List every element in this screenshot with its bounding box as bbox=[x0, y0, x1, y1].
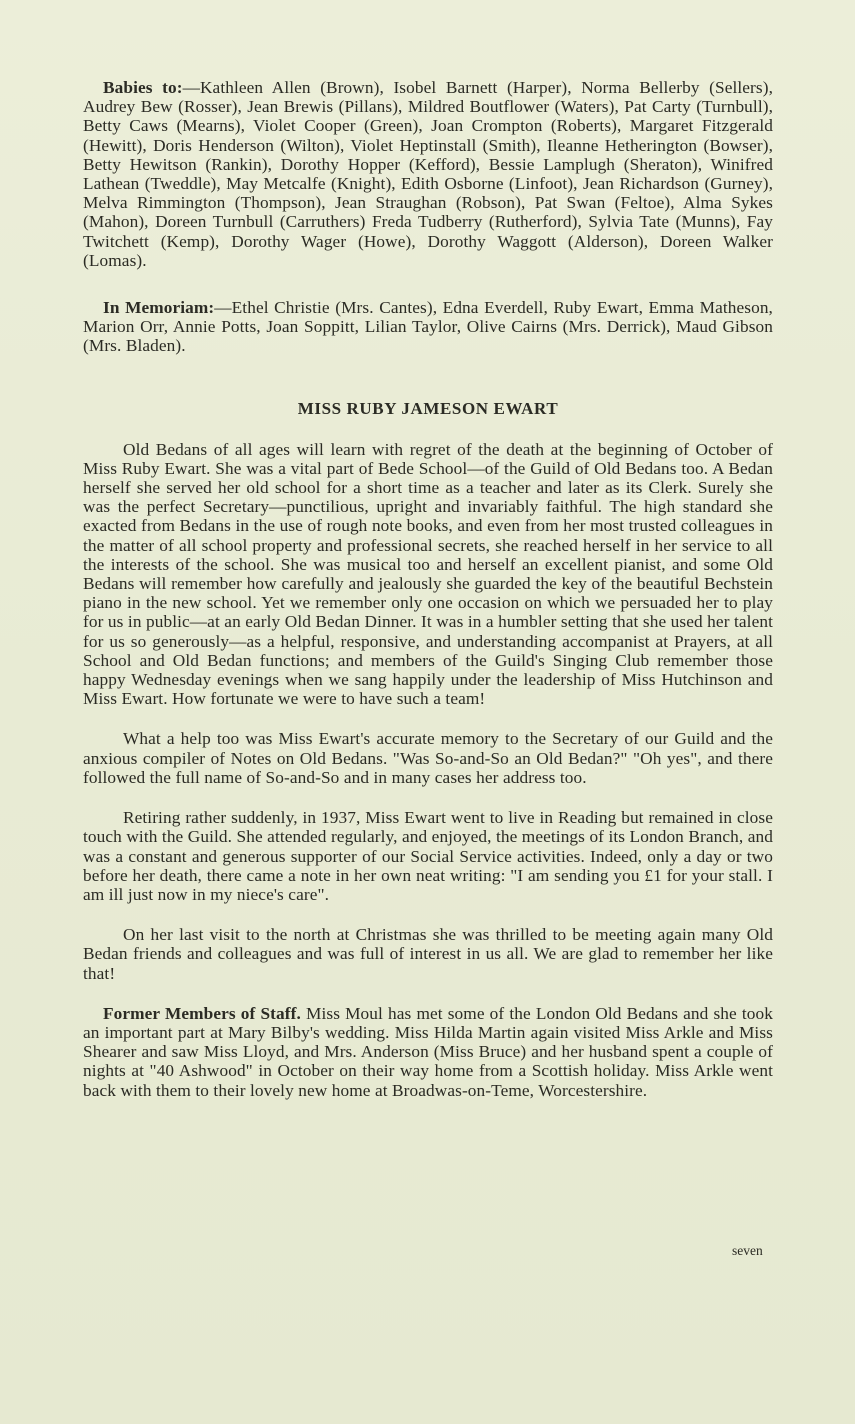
article-paragraph-2: What a help too was Miss Ewart's accurate memory to the Secretary of our Guild and the anxious compiler of Notes on Old Bedans. "Was So-and-So an Old Bedan?" "Oh yes", and there followed the full name of So-and-So and in many cases her address too. bbox=[83, 729, 773, 787]
babies-text: —Kathleen Allen (Brown), Isobel Barnett (Harper), Norma Bellerby (Sellers), Audrey Bew (Rosser), Jean Brewis (Pillans), Mildred Boutflower (Waters), Pat Carty (Turnbull), Betty Caws (Mearns), Violet Cooper (Green), Joan Crompton (Roberts), Margaret Fitzgerald (Hewitt), Doris Henderson (Wilton), Violet Heptinstall (Smith), Ileanne Hetherington (Bowser), Betty Hewitson (Rankin), Dorothy Hopper (Kefford), Bessie Lamplugh (Sheraton), Winifred Lathean (Tweddle), May Metcalfe (Knight), Edith Osborne (Linfoot), Jean Richardson (Gurney), Melva Rimmington (Thompson), Jean Straughan (Robson), Pat Swan (Feltoe), Alma Sykes (Mahon), Doreen Turnbull (Carruthers) Freda Tudberry (Rutherford), Sylvia Tate (Munns), Fay Twitchett (Kemp), Dorothy Wager (Howe), Dorothy Waggott (Alderson), Doreen Walker (Lomas). bbox=[83, 78, 773, 270]
staff-lead: Former Members of Staff. bbox=[103, 1003, 301, 1023]
memoriam-lead: In Memoriam: bbox=[103, 298, 215, 318]
page-number: seven bbox=[732, 1243, 763, 1258]
article-paragraph-4: On her last visit to the north at Christmas she was thrilled to be meeting again many Old Bedan friends and colleagues and was full of interest in us all. We are glad to remember her like that! bbox=[83, 925, 773, 983]
staff-text: Miss Moul has met some of the London Old Bedans and she took an important part at Mary Bilby's wedding. Miss Hilda Martin again visited Miss Arkle and Miss Shearer and saw Miss Lloyd, and Mrs. Anderson (Miss Bruce) and her husband spent a couple of nights at "40 Ashwood" in October on their way home from a Scottish holiday. Miss Arkle went back with them to their lovely new home at Broadwas-on-Teme, Worcestershire. bbox=[83, 1003, 774, 1100]
staff-paragraph bbox=[83, 1004, 773, 1100]
memoriam-text: —Ethel Christie (Mrs. Cantes), Edna Everdell, Ruby Ewart, Emma Matheson, Marion Orr, Annie Potts, Joan Soppitt, Lilian Taylor, Olive Cairns (Mrs. Derrick), Maud Gibson (Mrs. Bladen). bbox=[83, 298, 773, 356]
article-paragraph-3: Retiring rather suddenly, in 1937, Miss Ewart went to live in Reading but remained in close touch with the Guild. She attended regularly, and enjoyed, the meetings of its London Branch, and was a constant and generous supporter of our Social Service activities. Indeed, only a day or two before her death, there came a note in her own neat writing: "I am sending you £1 for your stall. I am ill just now in my niece's care". bbox=[83, 808, 773, 904]
article-paragraph-1: Old Bedans of all ages will learn with regret of the death at the beginning of October of Miss Ruby Ewart. She was a vital part of Bede School—of the Guild of Old Bedans too. A Bedan herself she served her old school for a short time as a teacher and later as its Clerk. Surely she was the perfect Secretary—punctilious, upright and invariably faithful. The high standard she exacted from Bedans in the use of rough note books, and even from her most trusted colleagues in the matter of all school property and professional secrets, she reached herself in her service to all the interests of the school. She was musical too and herself an excellent pianist, and some Old Bedans will remember how carefully and jealously she guarded the key of the beautiful Bechstein piano in the new school. Yet we remember only one occasion on which we persuaded her to play for us in public—at an early Old Bedan Dinner. It was in a humbler setting that she used her talent for us so generously—as a helpful, responsive, and understanding accompanist at Prayers, at all School and Old Bedan functions; and members of the Guild's Singing Club remember those happy Wednesday evenings when we sang happily under the leadership of Miss Hutchinson and Miss Ewart. How fortunate we were to have such a team! bbox=[83, 439, 773, 709]
babies-paragraph bbox=[83, 78, 773, 270]
article-heading: MISS RUBY JAMESON EWART bbox=[297, 398, 559, 418]
babies-lead: Babies to: bbox=[103, 78, 183, 97]
memoriam-paragraph bbox=[83, 298, 773, 356]
page-content bbox=[83, 78, 773, 1100]
